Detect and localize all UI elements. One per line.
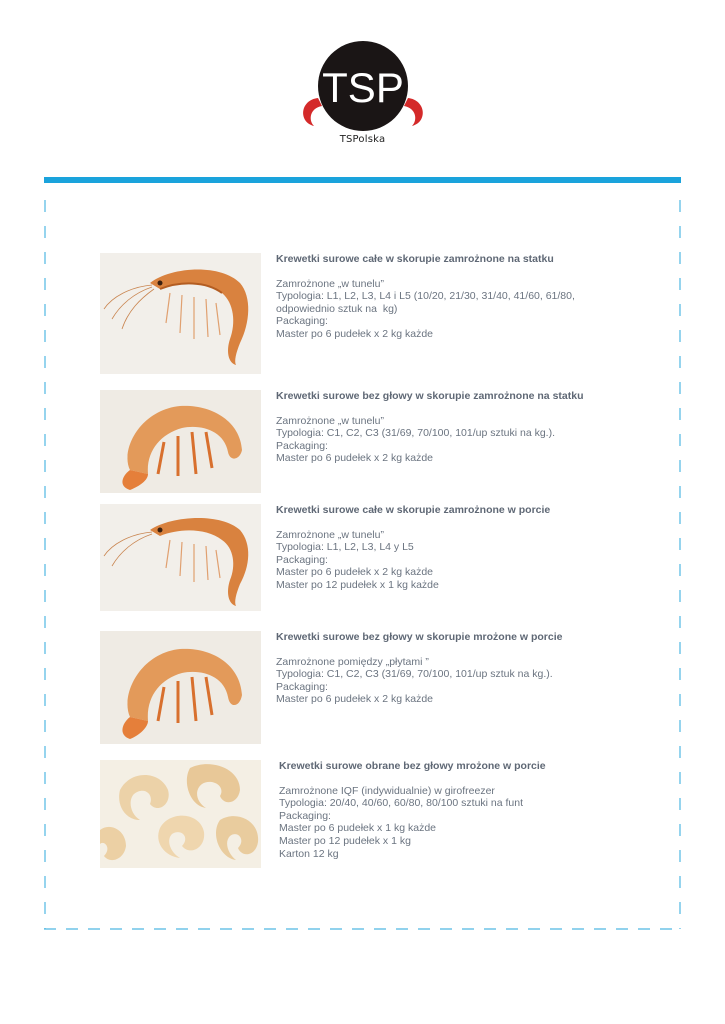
product-line: Zamrożnone IQF (indywidualnie) w girofreezer bbox=[279, 784, 495, 797]
product-line: Typologia: L1, L2, L3, L4 i L5 (10/20, 21/30, 31/40, 41/60, 61/80, bbox=[276, 290, 575, 303]
logo-right-swoosh bbox=[404, 98, 423, 126]
product-line: Master po 6 pudełek x 2 kg każde bbox=[276, 566, 434, 579]
headless-shrimp-icon bbox=[100, 631, 261, 744]
product-text bbox=[279, 760, 679, 860]
product-text bbox=[276, 504, 676, 592]
product-line: Packaging: bbox=[276, 315, 328, 328]
product-line: Packaging: bbox=[276, 553, 328, 566]
product-line: Master po 12 pudełek x 1 kg bbox=[279, 834, 411, 847]
product-title: Krewetki surowe całe w skorupie zamrożnone w porcie bbox=[276, 504, 551, 516]
product-line: Karton 12 kg bbox=[279, 847, 339, 860]
brand-name: TSPolska bbox=[339, 134, 386, 145]
peeled-shrimp-icon bbox=[100, 760, 261, 868]
product-line: Typologia: L1, L2, L3, L4 y L5 bbox=[276, 541, 414, 554]
product-text bbox=[276, 253, 676, 341]
logo-left-swoosh bbox=[303, 98, 322, 126]
product-line: Zamrożnone pomiędzy „płytami ” bbox=[276, 655, 429, 668]
product-line: Typologia: C1, C2, C3 (31/69, 70/100, 101/up sztuki na kg.). bbox=[276, 427, 555, 440]
product-title: Krewetki surowe całe w skorupie zamrożnone na statku bbox=[276, 253, 554, 265]
product-line: Master po 6 pudełek x 2 kg każde bbox=[276, 693, 434, 706]
product-text bbox=[276, 390, 676, 465]
product-line: Master po 6 pudełek x 1 kg każde bbox=[279, 822, 437, 835]
product-line: Packaging: bbox=[276, 680, 328, 693]
product-line: Zamrożnone „w tunelu” bbox=[276, 277, 384, 290]
product-line: Zamrożnone „w tunelu” bbox=[276, 414, 384, 427]
product-line: Master po 6 pudełek x 2 kg każde bbox=[276, 327, 434, 340]
accent-bar bbox=[44, 177, 681, 183]
product-line: Typologia: C1, C2, C3 (31/69, 70/100, 101/up sztuk na kg.). bbox=[276, 668, 553, 681]
product-line: Packaging: bbox=[276, 439, 328, 452]
logo-letters: TSP bbox=[322, 64, 404, 111]
product-line: Zamrożnone „w tunelu” bbox=[276, 528, 384, 541]
product-text bbox=[276, 631, 676, 706]
product-title: Krewetki surowe bez głowy w skorupie mrożone w porcie bbox=[276, 631, 563, 643]
product-line: Master po 12 pudełek x 1 kg każde bbox=[276, 578, 439, 591]
product-line: Typologia: 20/40, 40/60, 60/80, 80/100 sztuki na funt bbox=[279, 797, 524, 810]
whole-shrimp-icon bbox=[100, 253, 261, 374]
headless-shrimp-icon bbox=[100, 390, 261, 493]
product-line: Packaging: bbox=[279, 809, 331, 822]
whole-shrimp-icon bbox=[100, 504, 261, 611]
product-line: odpowiednio sztuk na kg) bbox=[276, 302, 398, 315]
product-line: Master po 6 pudełek x 2 kg każde bbox=[276, 452, 434, 465]
product-title: Krewetki surowe obrane bez głowy mrożone w porcie bbox=[279, 760, 546, 772]
product-title: Krewetki surowe bez głowy w skorupie zamrożnone na statku bbox=[276, 390, 584, 402]
